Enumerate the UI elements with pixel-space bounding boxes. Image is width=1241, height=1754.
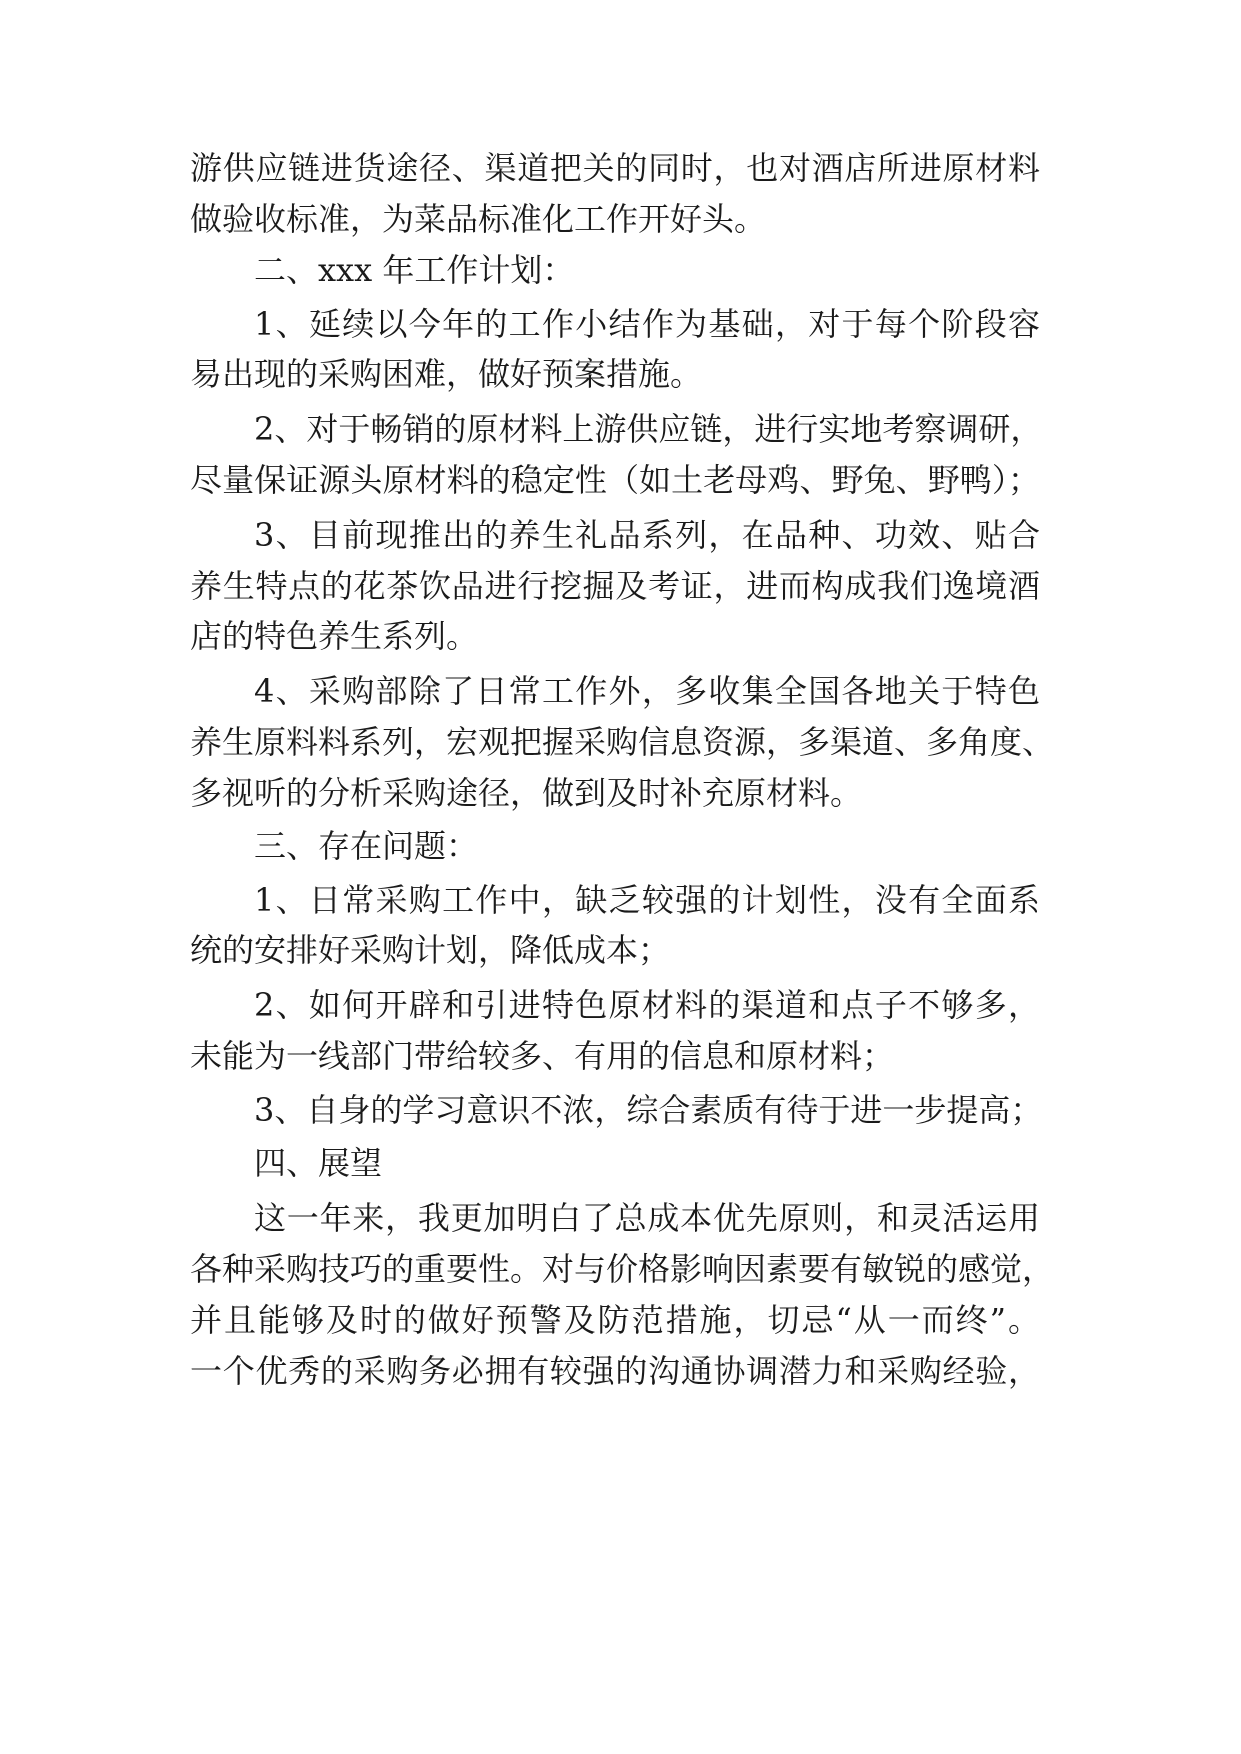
section-heading: 四、展望 <box>254 1144 383 1182</box>
text-line <box>0 606 1241 666</box>
section-heading: 二、xxx 年工作计划： <box>254 251 575 289</box>
text-line-content: 养生原料料系列，宏观把握采购信息资源，多渠道、多角度、 <box>190 723 1055 761</box>
text-line-content: 3、自身的学习意识不浓，综合素质有待于进一步提高； <box>254 1091 1043 1129</box>
text-line-content: 2、如何开辟和引进特色原材料的渠道和点子不够多， <box>254 986 1040 1024</box>
text-line-content: 2、对于畅销的原材料上游供应链，进行实地考察调研， <box>254 410 1043 448</box>
heading-line <box>0 816 1241 876</box>
text-line <box>0 344 1241 404</box>
heading-line <box>0 1133 1241 1193</box>
text-line-content: 游供应链进货途径、渠道把关的同时，也对酒店所进原材料 <box>190 149 1040 187</box>
text-line-content: 各种采购技巧的重要性。对与价格影响因素要有敏锐的感觉， <box>190 1250 1055 1288</box>
text-line-content: 4、采购部除了日常工作外，多收集全国各地关于特色 <box>254 672 1040 710</box>
text-line-content: 尽量保证源头原材料的稳定性（如土老母鸡、野兔、野鸭）； <box>190 461 1040 499</box>
text-line <box>0 920 1241 980</box>
text-line <box>0 1026 1241 1086</box>
section-heading: 三、存在问题： <box>254 827 479 865</box>
text-line-content: 1、延续以今年的工作小结作为基础，对于每个阶段容 <box>254 305 1040 343</box>
text-line-content: 统的安排好采购计划，降低成本； <box>190 931 671 969</box>
text-line <box>0 1341 1241 1401</box>
text-line-content: 并且能够及时的做好预警及防范措施，切忌“从一而终”。 <box>190 1301 1040 1339</box>
text-line-content: 多视听的分析采购途径，做到及时补充原材料。 <box>190 774 863 812</box>
text-line-content: 未能为一线部门带给较多、有用的信息和原材料； <box>190 1037 895 1075</box>
heading-line <box>0 240 1241 300</box>
text-line-content: 3、目前现推出的养生礼品系列，在品种、功效、贴合 <box>254 516 1040 554</box>
text-line-content: 易出现的采购困难，做好预案措施。 <box>190 355 703 393</box>
text-line-content: 一个优秀的采购务必拥有较强的沟通协调潜力和采购经验， <box>190 1352 1040 1390</box>
text-line-content: 做验收标准，为菜品标准化工作开好头。 <box>190 200 767 238</box>
text-line <box>0 450 1241 510</box>
text-line <box>0 763 1241 823</box>
text-line-content: 1、日常采购工作中，缺乏较强的计划性，没有全面系 <box>254 881 1040 919</box>
text-line-content: 这一年来，我更加明白了总成本优先原则，和灵活运用 <box>254 1199 1040 1237</box>
text-line <box>0 1080 1241 1140</box>
text-line-content: 店的特色养生系列。 <box>190 617 479 655</box>
text-line-content: 养生特点的花茶饮品进行挖掘及考证，进而构成我们逸境酒 <box>190 567 1040 605</box>
